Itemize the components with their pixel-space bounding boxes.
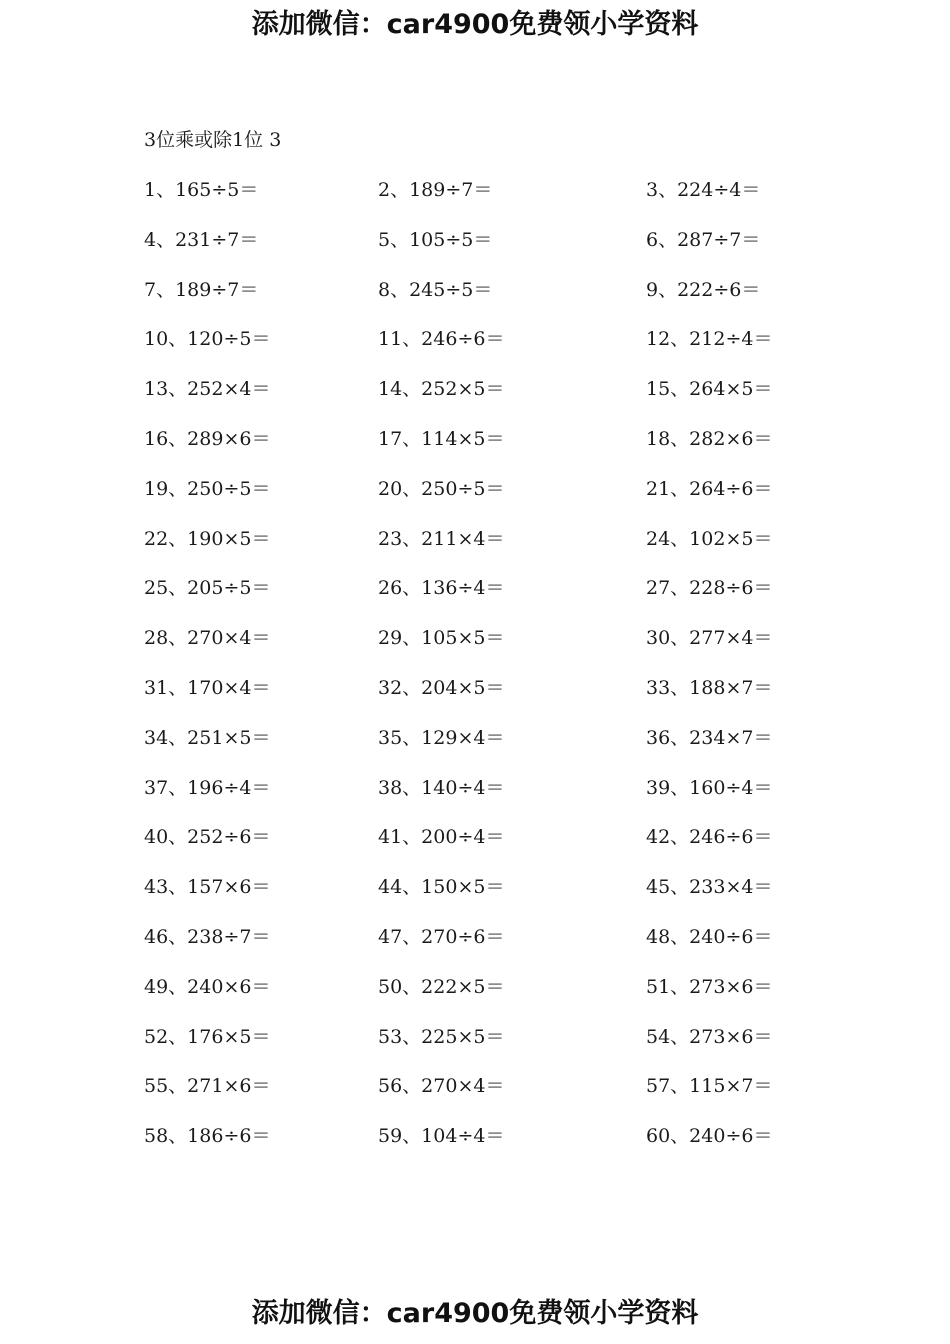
math-problem: 38、140÷4＝ — [378, 776, 505, 799]
math-problem: 21、264÷6＝ — [646, 477, 773, 500]
watermark-banner-top: 添加微信：car4900免费领小学资料 — [251, 9, 699, 40]
math-problem: 60、240÷6＝ — [646, 1125, 773, 1148]
math-problem: 2、189÷7＝ — [378, 179, 493, 201]
math-problem: 26、136÷4＝ — [378, 577, 505, 600]
math-problem: 28、270×4＝ — [144, 627, 271, 650]
math-problem: 54、273×6＝ — [646, 1025, 773, 1048]
math-problem: 17、114×5＝ — [378, 428, 505, 450]
math-problem: 53、225×5＝ — [378, 1025, 505, 1048]
math-problem: 40、252÷6＝ — [144, 826, 271, 849]
math-problem: 44、150×5＝ — [378, 876, 505, 899]
math-problem: 8、245÷5＝ — [378, 278, 493, 301]
math-problem: 55、271×6＝ — [144, 1075, 271, 1098]
cut-off-text-bottom — [270, 1284, 680, 1296]
math-problem: 23、211×4＝ — [378, 527, 505, 550]
math-problem: 56、270×4＝ — [378, 1075, 505, 1098]
math-problem: 59、104÷4＝ — [378, 1125, 505, 1148]
watermark-banner-bottom: 添加微信：car4900免费领小学资料 — [251, 1298, 699, 1329]
math-problem: 22、190×5＝ — [144, 527, 271, 550]
math-problem: 51、273×6＝ — [646, 975, 773, 998]
math-problem: 49、240×6＝ — [144, 975, 271, 998]
math-problem: 42、246÷6＝ — [646, 826, 773, 849]
math-problem: 30、277×4＝ — [646, 627, 773, 650]
math-problem: 5、105÷5＝ — [378, 228, 493, 251]
math-problem: 11、246÷6＝ — [378, 328, 505, 351]
math-problem: 47、270÷6＝ — [378, 926, 505, 948]
math-problem: 20、250÷5＝ — [378, 477, 505, 500]
math-problem: 27、228÷6＝ — [646, 577, 773, 600]
math-problem: 45、233×4＝ — [646, 876, 773, 899]
math-problem: 18、282×6＝ — [646, 428, 773, 450]
math-problem: 46、238÷7＝ — [144, 926, 271, 948]
math-problem: 35、129×4＝ — [378, 726, 505, 749]
math-problem: 16、289×6＝ — [144, 428, 271, 450]
math-problem: 14、252×5＝ — [378, 378, 505, 401]
math-problem: 50、222×5＝ — [378, 975, 505, 998]
math-problem: 41、200÷4＝ — [378, 826, 505, 849]
math-problem: 32、204×5＝ — [378, 677, 505, 699]
math-problem: 29、105×5＝ — [378, 627, 505, 650]
math-problem: 34、251×5＝ — [144, 726, 271, 749]
math-problem: 43、157×6＝ — [144, 876, 271, 899]
math-problem: 31、170×4＝ — [144, 677, 271, 699]
math-problem: 9、222÷6＝ — [646, 278, 761, 301]
math-problem: 52、176×5＝ — [144, 1025, 271, 1048]
section-title: 3位乘或除1位 3 — [144, 129, 282, 151]
math-problem: 1、165÷5＝ — [144, 179, 259, 201]
math-problem: 19、250÷5＝ — [144, 477, 271, 500]
math-problem: 10、120÷5＝ — [144, 328, 271, 351]
math-problem: 36、234×7＝ — [646, 726, 773, 749]
math-problem: 13、252×4＝ — [144, 378, 271, 401]
math-problem: 15、264×5＝ — [646, 378, 773, 401]
math-problem: 12、212÷4＝ — [646, 328, 773, 351]
math-problem: 3、224÷4＝ — [646, 179, 761, 201]
math-problem: 24、102×5＝ — [646, 527, 773, 550]
math-problem: 58、186÷6＝ — [144, 1125, 271, 1148]
math-problem: 33、188×7＝ — [646, 677, 773, 699]
math-problem: 37、196÷4＝ — [144, 776, 271, 799]
math-problem: 57、115×7＝ — [646, 1075, 773, 1098]
cut-off-text-top — [270, 42, 680, 56]
math-problem: 25、205÷5＝ — [144, 577, 271, 600]
math-problem: 6、287÷7＝ — [646, 228, 761, 251]
math-problem: 48、240÷6＝ — [646, 926, 773, 948]
math-problem: 4、231÷7＝ — [144, 228, 259, 251]
math-problem: 39、160÷4＝ — [646, 776, 773, 799]
math-problem: 7、189÷7＝ — [144, 278, 259, 301]
